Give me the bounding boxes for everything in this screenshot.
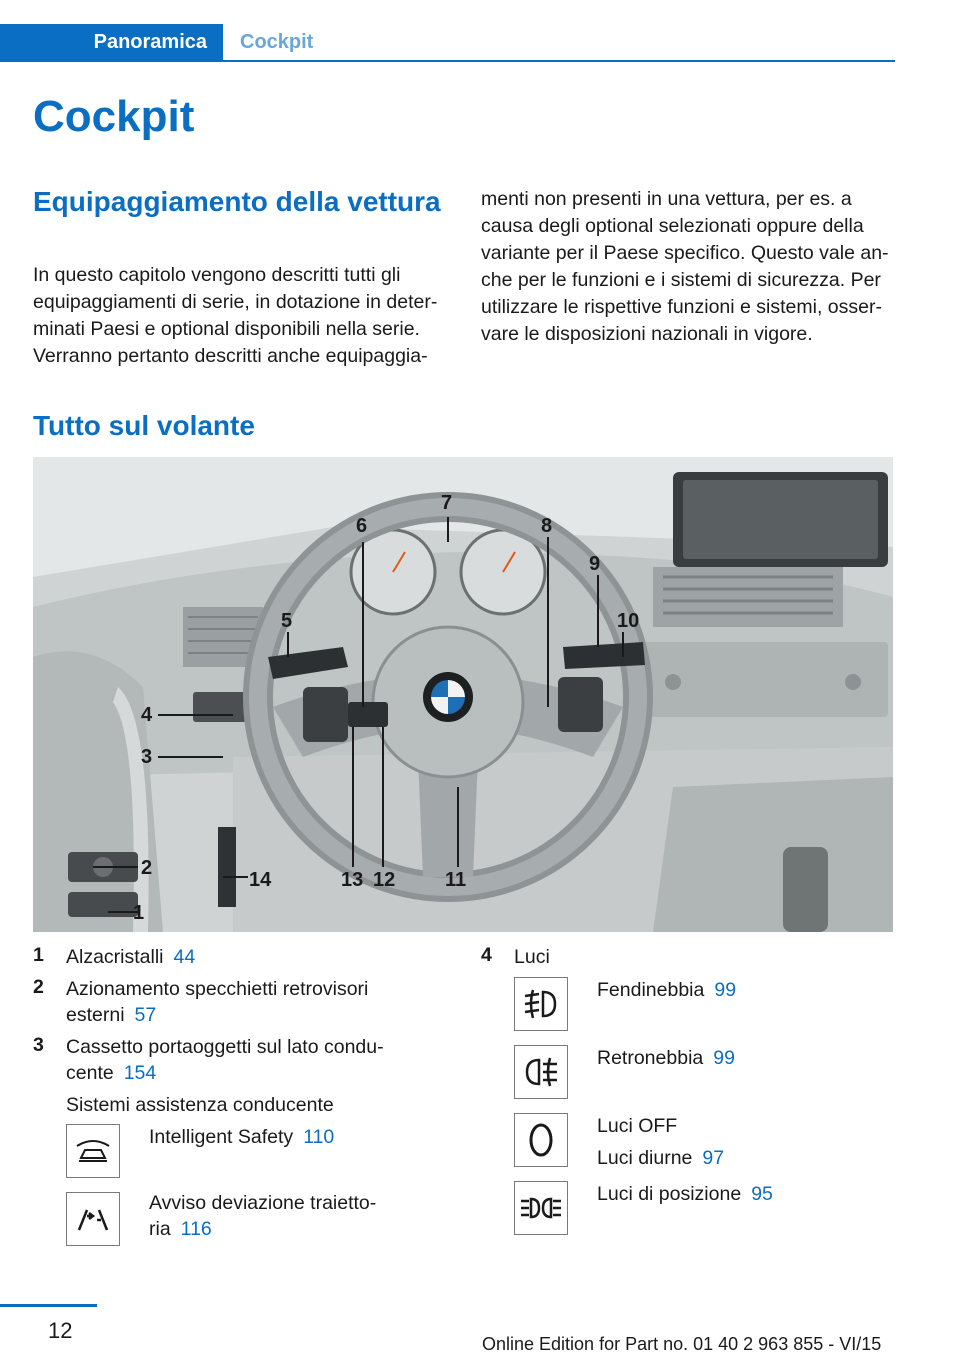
lane-departure-icon xyxy=(66,1192,120,1246)
list-item-cassetto: Cassetto portaoggetti sul lato condu- cente 154 xyxy=(66,1036,384,1084)
rear-fog-light-icon xyxy=(514,1045,568,1099)
lights-label: Luci xyxy=(514,946,550,968)
intro-text-col2: menti non presenti in una vettura, per es. a causa degli optional selezionati oppure della variante per il Paese specifico. Questo vale an-che per le funzioni e i sistemi di sicurezza. Per utilizzare le rispettive funzioni e sistemi, osser-vare le disposizioni nazionali in vigore. xyxy=(481,188,889,345)
list-item-number: 3 xyxy=(33,1034,44,1056)
page-ref-link[interactable]: 154 xyxy=(123,1062,157,1084)
list-item-number: 4 xyxy=(481,944,492,966)
page-title: Cockpit xyxy=(33,92,195,141)
callout-1: 1 xyxy=(133,902,145,924)
page-ref-link[interactable]: 110 xyxy=(303,1126,335,1148)
callout-11: 11 xyxy=(445,869,467,891)
callout-10: 10 xyxy=(617,610,640,632)
list-item-retronebbia: Retronebbia 99 xyxy=(597,1047,735,1069)
page-ref-link[interactable]: 57 xyxy=(134,1004,157,1026)
parking-lights-icon xyxy=(514,1181,568,1235)
page-ref-link[interactable]: 95 xyxy=(751,1183,773,1205)
list-item-parking-lights: Luci di posizione 95 xyxy=(597,1183,773,1205)
callout-5: 5 xyxy=(281,610,293,632)
page-number: 12 xyxy=(48,1318,73,1343)
callout-7: 7 xyxy=(441,492,453,514)
header-divider xyxy=(0,60,895,62)
intelligent-safety-icon xyxy=(66,1124,120,1178)
list-item-alzacristalli: Alzacristalli 44 xyxy=(66,946,196,968)
page-ref-link[interactable]: 99 xyxy=(713,1047,735,1069)
list-item-lights-off: Luci OFF Luci diurne 97 xyxy=(597,1115,725,1169)
list-item-specchietti: Azionamento specchietti retrovisori esterni 57 xyxy=(66,978,369,1026)
section-heading-steering: Tutto sul volante xyxy=(33,410,255,441)
page-ref-link[interactable]: 99 xyxy=(714,979,737,1001)
callout-6: 6 xyxy=(356,515,368,537)
list-item-number: 2 xyxy=(33,976,44,998)
tab-cockpit[interactable]: Cockpit xyxy=(240,30,314,53)
callout-14: 14 xyxy=(249,869,272,891)
callout-2: 2 xyxy=(141,857,153,879)
footer-divider xyxy=(0,1304,97,1307)
tab-panoramica[interactable]: Panoramica xyxy=(0,24,223,60)
edition-note: Online Edition for Part no. 01 40 2 963 855 - VI/15 xyxy=(482,1334,882,1354)
page-ref-link[interactable]: 116 xyxy=(180,1218,212,1240)
callout-12: 12 xyxy=(373,869,396,891)
callout-4: 4 xyxy=(141,704,153,726)
list-item-lane-departure: Avviso deviazione traietto- ria 116 xyxy=(149,1192,377,1240)
callout-9: 9 xyxy=(589,553,601,575)
list-item-fendinebbia: Fendinebbia 99 xyxy=(597,979,737,1001)
cockpit-illustration xyxy=(33,457,893,932)
callout-13: 13 xyxy=(341,869,364,891)
header-bar xyxy=(0,0,960,62)
lights-off-icon xyxy=(514,1113,568,1167)
callout-3: 3 xyxy=(141,746,153,768)
list-item-intelligent-safety: Intelligent Safety 110 xyxy=(149,1126,335,1148)
list-item-number: 1 xyxy=(33,944,44,966)
page-ref-link[interactable]: 97 xyxy=(702,1147,725,1169)
page-ref-link[interactable]: 44 xyxy=(173,946,196,968)
assist-systems-label: Sistemi assistenza conducente xyxy=(66,1094,334,1116)
callout-8: 8 xyxy=(541,515,553,537)
intro-text-col1: In questo capitolo vengono descritti tutti gli equipaggiamenti di serie, in dotazione in deter-minati Paesi e optional disponibili nella serie. Verranno pertanto descritti anche equipaggia- xyxy=(33,264,438,367)
section-heading-equipment: Equipaggiamento della vettura xyxy=(33,186,441,217)
front-fog-light-icon xyxy=(514,977,568,1031)
